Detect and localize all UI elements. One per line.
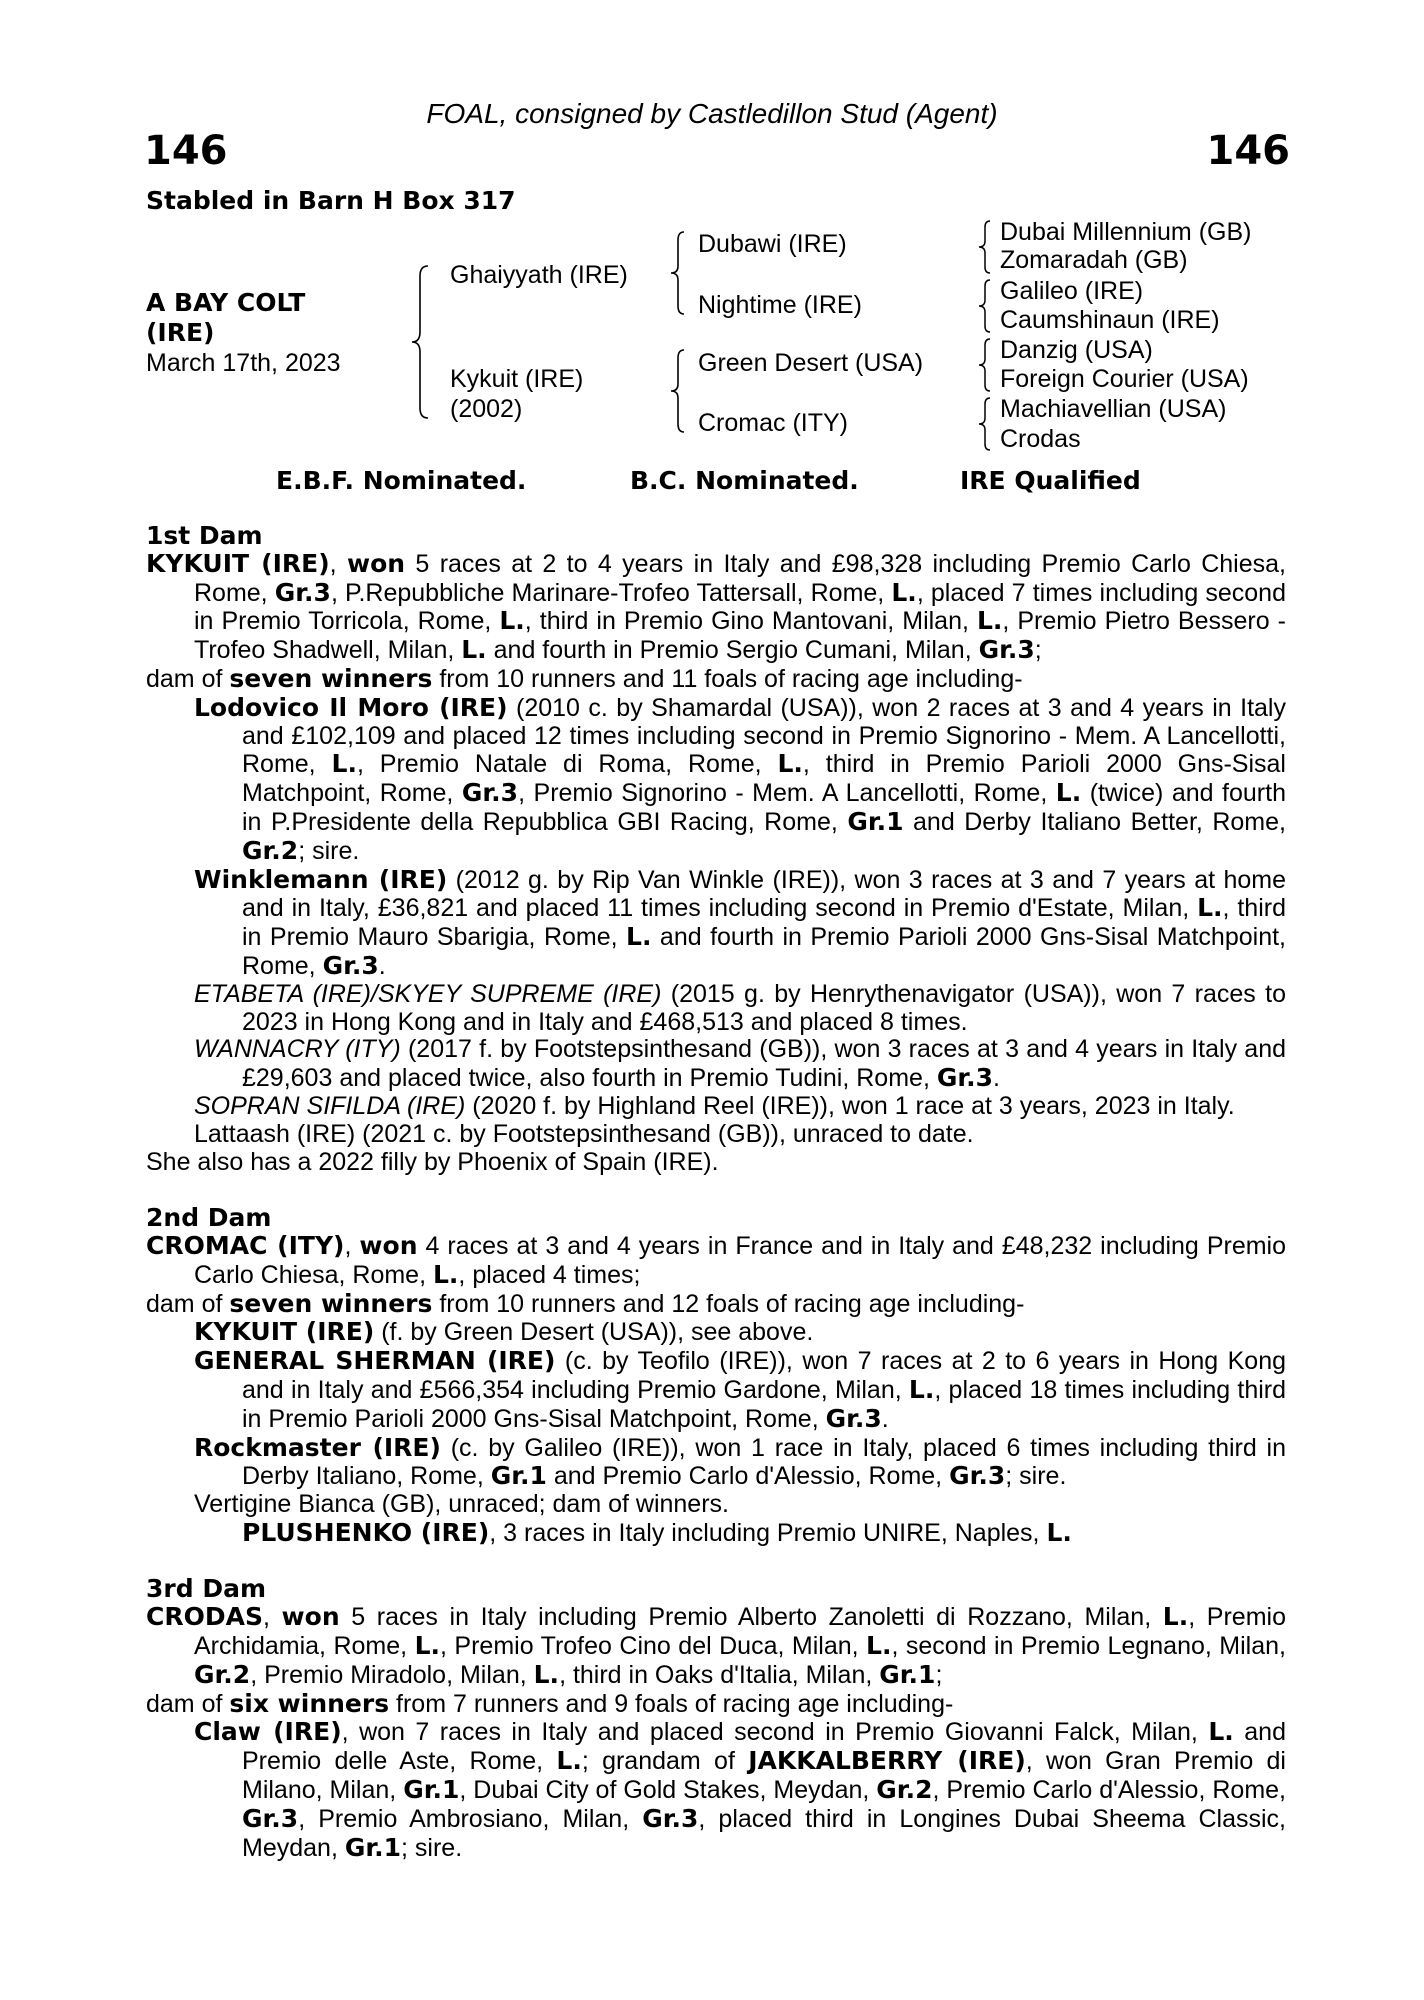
record-text: , won 7 races in Italy and placed second in Premio Giovanni Falck, Milan, [341, 1718, 1209, 1747]
lot-number-left: 146 [144, 128, 228, 174]
produce-entry [146, 866, 1286, 981]
sire-dam: Nightime (IRE) [698, 291, 862, 319]
listed-text: L. [414, 1631, 440, 1661]
grade-text: Gr.3 [242, 1803, 299, 1833]
brace-ss-parents [976, 218, 994, 276]
produce-entry [146, 1318, 1286, 1347]
nomination-ebf: E.B.F. Nominated. [276, 466, 527, 495]
grade-text: Gr.3 [978, 635, 1035, 665]
first-dam-heading: 1st Dam [146, 521, 263, 550]
summary-text: from 7 runners and 9 foals of racing age including- [389, 1689, 954, 1718]
listed-text: L. [1197, 893, 1223, 923]
dds: Machiavellian (USA) [1000, 395, 1227, 423]
grade-text: Gr.1 [490, 1461, 547, 1491]
record-text: , placed 4 times; [458, 1260, 641, 1289]
produce-entry [146, 1718, 1286, 1862]
record-text: (2010 c. by Shamardal (USA)), won 2 races at 3 and 4 years in Italy and £102,109 and placed 12 times including second in Premio Signorino - Mem. A Lancellotti, Rome, [242, 693, 1286, 779]
listed-text: L. [556, 1746, 582, 1776]
record-text: , Premio Carlo d'Alessio, Rome, [932, 1776, 1286, 1805]
record-text: , third in Premio Parioli 2000 Gns-Sisal Matchpoint, Rome, [242, 750, 1286, 808]
record-text: , Premio Natale di Roma, Rome, [356, 750, 778, 779]
first-dam-record: KYKUIT (IRE), won 5 races at 2 to 4 years in Italy and £98,328 including Premio Carlo Chiesa, Rome, Gr.3, P.Repubbliche Marinare-Trofeo Tattersall, Rome, L., placed 7 times including second in Premio Torricola, Rome, L., third in Premio Gino Mantovani, Milan, L., Premio Pietro Bessero - Trofeo Shadwell, Milan, L. and fourth in Premio Sergio Cumani, Milan, Gr.3; [146, 548, 1286, 665]
grade-text: Gr.3 [642, 1803, 699, 1833]
record-text: (c. by Galileo (IRE)), won 1 race in Italy, placed 6 times including third in Derby Italiano, Rome, [242, 1433, 1286, 1491]
grade-text: Gr.3 [949, 1461, 1006, 1491]
listed-text: L. [1208, 1717, 1234, 1747]
listed-text: L. [499, 606, 525, 636]
won-label: won [346, 548, 406, 578]
record-text: 4 races at 3 and 4 years in France and in Italy and £48,232 including Premio Carlo Chiesa, Rome, [194, 1231, 1287, 1289]
sire-sire: Dubawi (IRE) [698, 230, 847, 258]
third-dam-produce-summary [146, 1690, 1286, 1719]
third-dam-record: CRODAS, won 5 races in Italy including Premio Alberto Zanoletti di Rozzano, Milan, L., Premio Archidamia, Rome, L., Premio Trofeo Cino del Duca, Milan, L., second in Premio Legnano, Milan, Gr.2, Premio Miradolo, Milan, L., third in Oaks d'Italia, Milan, Gr.1; [146, 1602, 1286, 1689]
third-dam-heading: 3rd Dam [146, 1574, 266, 1604]
dam-name: Kykuit (IRE) [450, 365, 584, 393]
horse-name: A BAY COLT [146, 288, 306, 317]
produce-name: PLUSHENKO (IRE) [242, 1517, 490, 1547]
grade-text: Gr.3 [274, 577, 331, 607]
grade-text: Gr.3 [461, 778, 519, 808]
brace-sire-parents [668, 228, 688, 318]
second-dam-produce-summary [146, 1290, 1286, 1319]
record-text: , placed third in Longines Dubai Sheema Classic, Meydan, [242, 1804, 1286, 1862]
record-text: , placed 7 times including second in Premio Torricola, Rome, [194, 578, 1286, 636]
first-dam-name: KYKUIT (IRE) [146, 548, 330, 578]
dsd: Foreign Courier (USA) [1000, 365, 1249, 393]
record-text: , Premio Signorino - Mem. A Lancellotti, Rome, [518, 779, 1056, 808]
brace-generation-1 [408, 262, 432, 422]
listed-text: L. [432, 1259, 459, 1289]
dam-year: (2002) [450, 395, 523, 423]
produce-entry: Vertigine Bianca (GB), unraced; dam of winners. [194, 1490, 729, 1519]
record-text: ; sire. [401, 1833, 463, 1862]
record-text: , 3 races in Italy including Premio UNIRE, Naples, [489, 1518, 1047, 1547]
record-text: ; sire. [298, 836, 360, 865]
summary-text: dam of [146, 1289, 230, 1318]
record-text: (2020 f. by Highland Reel (IRE)), won 1 race at 3 years, 2023 in Italy. [465, 1091, 1235, 1120]
dss: Danzig (USA) [1000, 336, 1153, 364]
produce-entry [146, 1347, 1286, 1433]
record-text: , third in Premio Gino Mantovani, Milan, [524, 607, 977, 636]
listed-text: L. [1162, 1602, 1189, 1632]
record-text: ; grandam of [581, 1747, 749, 1776]
horse-origin: (IRE) [146, 318, 215, 347]
listed-text: L. [976, 606, 1003, 636]
record-text: (2012 g. by Rip Van Winkle (IRE)), won 3 races at 3 and 7 years at home and in Italy, £36,821 and placed 11 times including second in Premio d'Estate, Milan, [242, 865, 1286, 923]
produce-name: GENERAL SHERMAN (IRE) [194, 1346, 556, 1376]
grade-text: Gr.1 [344, 1832, 402, 1862]
produce-name: Winklemann (IRE) [194, 864, 448, 894]
grade-text: Gr.3 [322, 950, 379, 980]
dam-sire: Green Desert (USA) [698, 349, 924, 377]
grade-text: Gr.1 [403, 1775, 460, 1805]
winners-count: seven winners [229, 1288, 433, 1318]
record-text: ; [935, 1660, 943, 1689]
produce-name: SOPRAN SIFILDA (IRE) [194, 1091, 466, 1120]
produce-name: ETABETA (IRE)/SKYEY SUPREME (IRE) [194, 979, 662, 1008]
listed-text: L. [461, 635, 487, 665]
sds: Galileo (IRE) [1000, 277, 1144, 305]
record-text: , third in Oaks d'Italia, Milan, [559, 1660, 880, 1689]
record-text: and Premio Carlo d'Alessio, Rome, [546, 1462, 950, 1491]
record-text: ; [1034, 636, 1042, 665]
ssd: Zomaradah (GB) [1000, 246, 1188, 274]
catalogue-body [146, 522, 1286, 1862]
summary-text: dam of [146, 664, 230, 693]
grand-produce-name: JAKKALBERRY (IRE) [748, 1746, 1026, 1776]
second-dam-record: CROMAC (ITY), won 4 races at 3 and 4 years in France and in Italy and £48,232 including Premio Carlo Chiesa, Rome, L., placed 4 times; [146, 1230, 1287, 1289]
record-text: , Premio Ambrosiano, Milan, [298, 1804, 643, 1833]
sss: Dubai Millennium (GB) [1000, 218, 1252, 246]
grade-text: Gr.1 [847, 806, 904, 836]
produce-name: Rockmaster (IRE) [194, 1432, 441, 1462]
record-text: and fourth in Premio Sergio Cumani, Milan, [486, 636, 979, 665]
listed-text: L. [533, 1659, 560, 1689]
grade-text: Gr.1 [879, 1659, 936, 1689]
produce-name: KYKUIT (IRE) [194, 1317, 375, 1347]
produce-name: Lodovico Il Moro (IRE) [194, 692, 508, 722]
record-text: (2015 g. by Henrythenavigator (USA)), won 7 races to 2023 in Hong Kong and in Italy and £468,513 and placed 8 times. [242, 979, 1286, 1036]
produce-entry [146, 694, 1286, 866]
dam-dam: Cromac (ITY) [698, 409, 848, 437]
produce-name: Claw (IRE) [194, 1717, 342, 1747]
record-text: , Premio Pietro Bessero - Trofeo Shadwell, Milan, [194, 607, 1286, 665]
grade-text: Gr.3 [936, 1063, 994, 1093]
listed-text: L. [626, 922, 652, 952]
produce-entry [146, 1093, 1286, 1121]
grade-text: Gr.3 [825, 1403, 882, 1433]
first-dam-produce-summary [146, 665, 1286, 694]
nomination-ire: IRE Qualified [960, 466, 1141, 495]
lot-number-right: 146 [1206, 128, 1290, 174]
record-text: , second in Premio Legnano, Milan, [891, 1632, 1286, 1661]
produce-entry: Lattaash (IRE) (2021 c. by Footstepsinthesand (GB)), unraced to date. [194, 1119, 974, 1148]
record-text: . [881, 1404, 889, 1433]
record-text: , Premio Trofeo Cino del Duca, Milan, [440, 1632, 867, 1661]
listed-text: L. [1055, 778, 1082, 808]
foaling-date: March 17th, 2023 [146, 349, 341, 377]
record-text: 5 races at 2 to 4 years in Italy and £98,328 including Premio Carlo Chiesa, Rome, [194, 549, 1286, 607]
grade-text: Gr.2 [194, 1659, 251, 1689]
record-text: and fourth in Premio Parioli 2000 Gns-Sisal Matchpoint, Rome, [242, 923, 1286, 980]
record-text: . [378, 951, 386, 980]
sdd: Caumshinaun (IRE) [1000, 306, 1220, 334]
won-label: won [359, 1230, 418, 1260]
third-dam-name: CRODAS [146, 1602, 263, 1632]
record-text: , Dubai City of Gold Stakes, Meydan, [459, 1776, 877, 1805]
produce-name: WANNACRY (ITY) [194, 1035, 401, 1064]
summary-text: from 10 runners and 11 foals of racing age including- [432, 664, 1023, 693]
listed-text: L. [1046, 1517, 1072, 1547]
sire-name: Ghaiyyath (IRE) [450, 261, 628, 289]
summary-text: dam of [146, 1689, 230, 1718]
listed-text: L. [331, 749, 357, 779]
winners-count: seven winners [229, 663, 433, 693]
summary-text: from 10 runners and 12 foals of racing age including- [432, 1289, 1025, 1318]
record-text: (twice) and fourth in P.Presidente della Repubblica GBI Racing, Rome, [242, 779, 1286, 836]
record-text: , won Gran Premio di Milano, Milan, [242, 1747, 1286, 1805]
consignment-line: FOAL, consigned by Castledillon Stud (Agent) [426, 98, 998, 129]
brace-sd-parents [976, 277, 994, 335]
record-text: (2017 f. by Footstepsinthesand (GB)), won 3 races at 3 and 4 years in Italy and £29,603 and placed twice, also fourth in Premio Tudini, Rome, [242, 1035, 1287, 1093]
brace-dam-parents [668, 346, 688, 436]
won-label: won [281, 1602, 340, 1632]
nomination-bc: B.C. Nominated. [630, 466, 859, 495]
record-text: ; sire. [1005, 1462, 1067, 1491]
grade-text: Gr.2 [242, 835, 299, 865]
brace-dd-parents [976, 395, 994, 453]
also-note: She also has a 2022 filly by Phoenix of Spain (IRE). [146, 1147, 719, 1176]
record-text: and Premio delle Aste, Rome, [242, 1718, 1286, 1776]
produce-entry [146, 1434, 1286, 1492]
grade-text: Gr.2 [876, 1775, 933, 1805]
grandchild-entry [146, 1519, 1286, 1548]
winners-count: six winners [229, 1688, 390, 1718]
listed-text: L. [908, 1374, 935, 1404]
listed-text: L. [777, 749, 803, 779]
record-text: 5 races in Italy including Premio Alberto Zanoletti di Rozzano, Milan, [339, 1603, 1163, 1632]
record-text: , third in Premio Mauro Sbarigia, Rome, [242, 894, 1286, 952]
listed-text: L. [891, 577, 917, 607]
ddd: Crodas [1000, 425, 1081, 453]
produce-entry [146, 1036, 1286, 1093]
record-text: (f. by Green Desert (USA)), see above. [374, 1318, 814, 1347]
record-text: , Premio Archidamia, Rome, [194, 1603, 1286, 1661]
record-text: , P.Repubbliche Marinare-Trofeo Tattersall, Rome, [330, 578, 892, 607]
produce-entry [146, 981, 1286, 1037]
record-text: . [993, 1064, 1000, 1093]
record-text: and Derby Italiano Better, Rome, [903, 807, 1286, 836]
listed-text: L. [866, 1631, 892, 1661]
stabled-location: Stabled in Barn H Box 317 [146, 186, 516, 215]
record-text: , Premio Miradolo, Milan, [250, 1660, 534, 1689]
second-dam-heading: 2nd Dam [146, 1203, 272, 1233]
record-text: (c. by Teofilo (IRE)), won 7 races at 2 to 6 years in Hong Kong and in Italy and £566,354 including Premio Gardone, Milan, [242, 1347, 1287, 1404]
second-dam-name: CROMAC (ITY) [146, 1230, 345, 1260]
record-text: , placed 18 times including third in Premio Parioli 2000 Gns-Sisal Matchpoint, Rome, [242, 1375, 1286, 1433]
brace-ds-parents [976, 336, 994, 394]
